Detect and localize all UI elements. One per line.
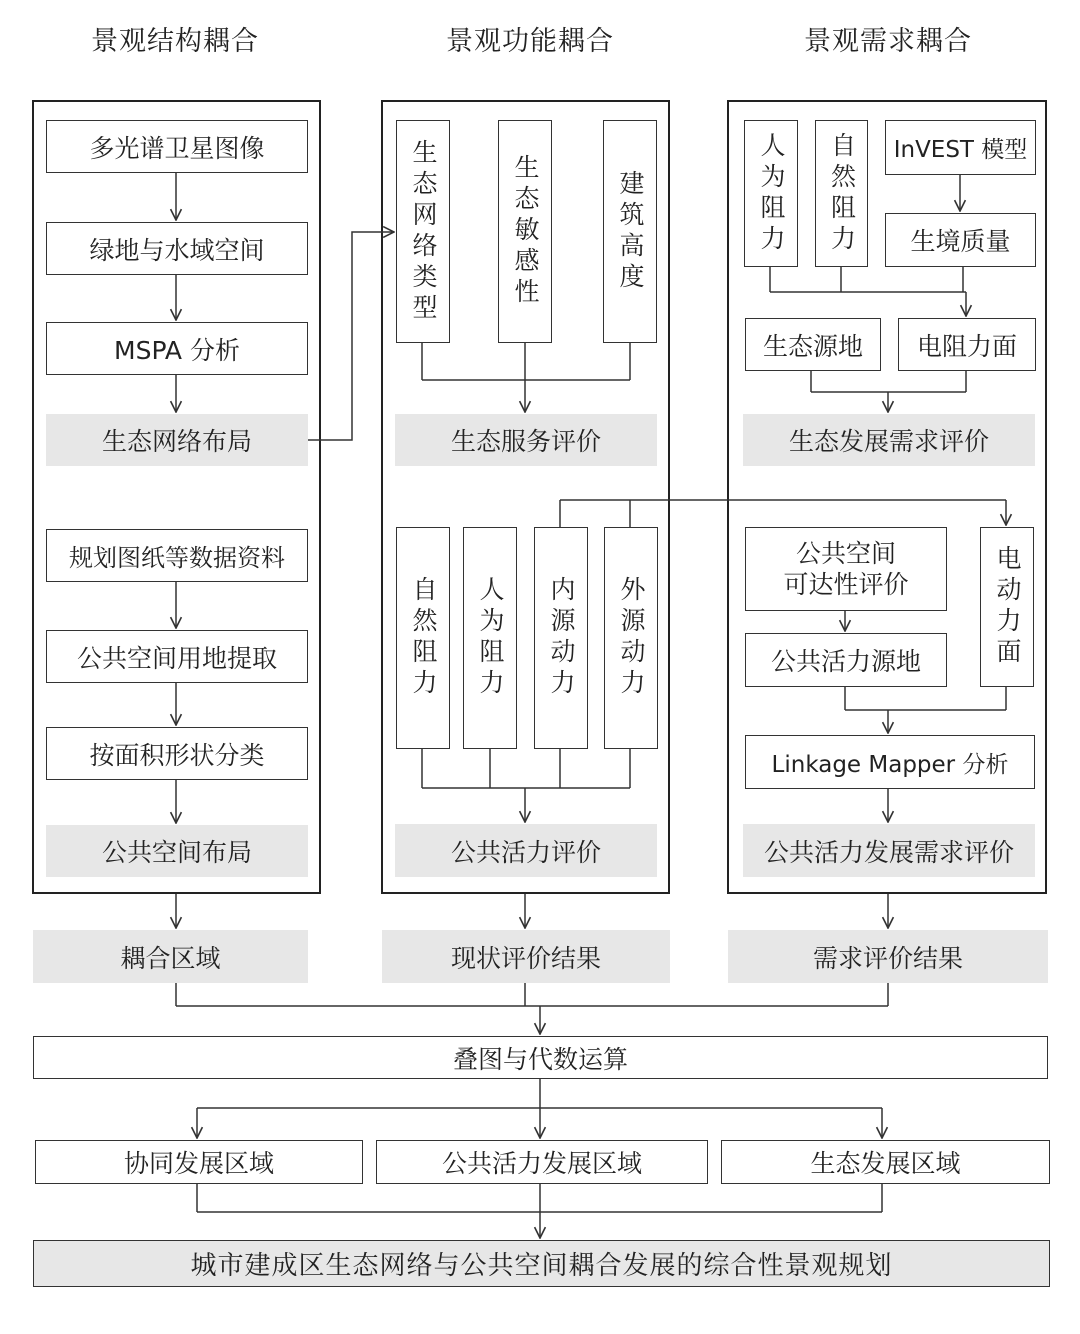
node-green-water-space: 绿地与水域空间 [46, 222, 308, 275]
node-satellite-imagery: 多光谱卫星图像 [46, 120, 308, 173]
node-overlay-algebra: 叠图与代数运算 [33, 1036, 1048, 1079]
node-public-vitality-evaluation: 公共活力评价 [395, 824, 657, 877]
node-eco-network-layout: 生态网络布局 [46, 414, 308, 466]
node-eco-network-type: 生态网络类型 [396, 120, 450, 343]
node-coupling-area: 耦合区域 [33, 930, 308, 983]
node-vitality-zone: 公共活力发展区域 [376, 1140, 708, 1184]
node-eco-service-evaluation: 生态服务评价 [395, 414, 657, 466]
node-internal-force: 内源动力 [534, 527, 588, 749]
node-resistance-surface: 电阻力面 [898, 318, 1036, 371]
node-human-resistance: 人为阻力 [463, 527, 517, 749]
node-external-force: 外源动力 [604, 527, 658, 749]
node-public-space-layout: 公共空间布局 [46, 825, 308, 877]
node-eco-source: 生态源地 [745, 318, 881, 371]
node-public-vitality-demand: 公共活力发展需求评价 [743, 824, 1035, 877]
header-demand-coupling: 景观需求耦合 [804, 26, 972, 57]
node-habitat-quality: 生境质量 [885, 213, 1036, 267]
node-driving-force-surface: 电动力面 [980, 527, 1034, 687]
node-final-landscape-plan: 城市建成区生态网络与公共空间耦合发展的综合性景观规划 [33, 1240, 1050, 1287]
node-building-height: 建筑高度 [603, 120, 657, 343]
node-eco-sensitivity: 生态敏感性 [498, 120, 552, 343]
node-current-evaluation-result: 现状评价结果 [382, 930, 670, 983]
node-eco-development-demand: 生态发展需求评价 [743, 414, 1035, 466]
accessibility-line-1: 公共空间 [795, 539, 896, 568]
header-function-coupling: 景观功能耦合 [446, 26, 614, 57]
node-demand-natural-resistance: 自然阻力 [815, 120, 868, 267]
node-eco-zone: 生态发展区域 [721, 1140, 1050, 1184]
header-structure-coupling: 景观结构耦合 [91, 26, 259, 57]
node-invest-model: InVEST 模型 [885, 120, 1036, 175]
node-public-vitality-source: 公共活力源地 [745, 633, 947, 687]
node-planning-data: 规划图纸等数据资料 [46, 529, 308, 582]
node-natural-resistance: 自然阻力 [396, 527, 450, 749]
node-synergy-zone: 协同发展区域 [35, 1140, 363, 1184]
node-demand-evaluation-result: 需求评价结果 [728, 930, 1048, 983]
node-demand-human-resistance: 人为阻力 [744, 120, 798, 267]
arrow-eco-layout-to-eco-type [308, 232, 394, 440]
accessibility-line-2: 可达性评价 [783, 570, 909, 599]
node-area-shape-classification: 按面积形状分类 [46, 727, 308, 780]
node-public-land-extraction: 公共空间用地提取 [46, 630, 308, 683]
node-mspa-analysis: MSPA 分析 [46, 322, 308, 375]
node-linkage-mapper-analysis: Linkage Mapper 分析 [745, 735, 1035, 789]
